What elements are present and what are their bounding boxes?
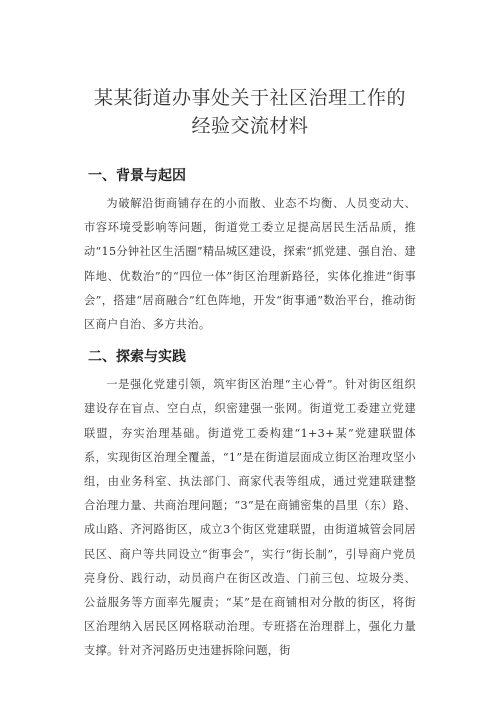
section-paragraph-practice: 一是强化党建引领，筑牢街区治理“主心骨”。针对街区组织建设存在盲点、空白点，织密建强一张网。街道党工委建立党建联盟，夯实治理基础。街道党工委构建“1+3+某”党建联盟体系，实现街区治理全覆盖，“1”是在街道层面成立街区治理攻坚小组，由业务科室、执法部门、商家代表等组成，通过党建联建整合治理力量、共商治理问题；“3”是在商铺密集的昌里（东）路、成山路、齐河路街区，成立3个街区党建联盟，由街道城管会同居民区、商户等共同设立“街事会”，实行“街长制”，引导商户党员亮身份、践行动，动员商户在街区改造、门前三包、垃圾分类、公益服务等方面率先履责；“某”是在商铺相对分散的街区，将街区治理纳入居民区网格联动治理。专班搭在治理群上，强化力量支撑。针对齐河路历史违建拆除问题，街 — [84, 378, 416, 658]
section-heading-practice: 二、探索与实践 — [88, 349, 186, 366]
title-line-1: 某某街道办事处关于社区治理工作的 — [93, 87, 406, 109]
title-line-2: 经验交流材料 — [191, 115, 309, 137]
section-heading-background: 一、背景与起因 — [88, 168, 186, 184]
section-paragraph-background: 为破解沿街商铺存在的小而散、业态不均衡、人员变动大、市容环境受影响等问题，街道党工委立足提高居民生活品质，推动“15分钟社区生活圈”精品城区建设，探索“抓党建、强自治、建阵地、优数治”的“四位一体”街区治理新路径，实体化推进“街事会”，搭建“居商融合”红色阵地，开发“街事通”数治平台，推动街区商户自治、多方共治。 — [84, 197, 416, 332]
document-title — [84, 84, 416, 140]
